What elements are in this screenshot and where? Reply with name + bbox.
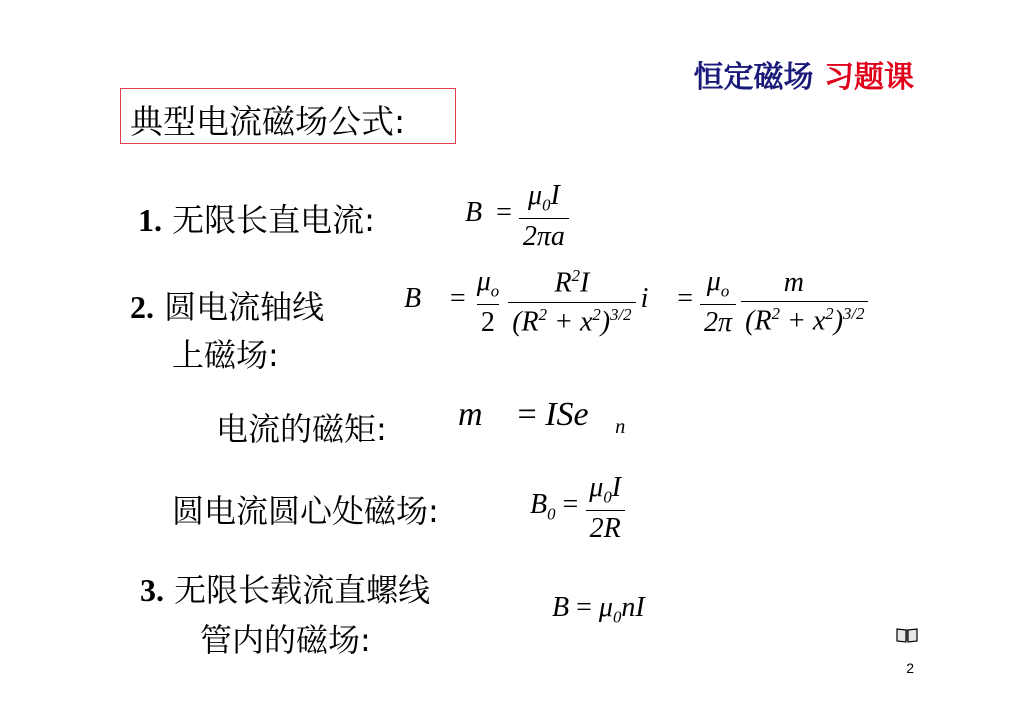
header-topic: 恒定磁场	[693, 60, 814, 95]
center-field-label: 圆电流圆心处磁场:	[172, 492, 439, 530]
formula-solenoid: $B = \mu_0nI$	[552, 592, 645, 627]
slide-title: 典型电流磁场公式:	[130, 102, 406, 141]
item-1-text: 无限长直电流:	[172, 201, 375, 239]
item-2-text-line2: 上磁场:	[172, 336, 279, 374]
item-3-text-line1: 无限长载流直螺线	[174, 571, 431, 609]
item-1-number: 1.	[138, 202, 162, 238]
item-3-number: 3.	[140, 572, 164, 608]
slide-header	[694, 52, 914, 96]
item-1-label	[138, 195, 375, 241]
formula-loop-axis: B⃗ = $\frac{\mu_o}{2}$ $\frac{R^2I}{(R^2 + x^2)^{3/2}}$ i⃗ = $\frac{\mu_o}{2\pi}$ $\frac{m⃗}{(R^2 + x^2)^{3/2}}$	[404, 266, 868, 339]
item-2-number: 2.	[130, 289, 154, 325]
formula-magnetic-moment: m⃗ = $ISe⃗_n$	[458, 396, 626, 438]
item-3-text-line2: 管内的磁场:	[200, 621, 371, 659]
item-3-label	[140, 565, 430, 611]
formula-loop-center: $B_0$ = $\frac{\mu_0I}{2R}$	[530, 472, 625, 545]
formula-straight-wire: B = $\frac{\mu_0I}{2\pi a}$	[465, 180, 569, 253]
header-subtitle: 习题课	[824, 60, 914, 95]
item-2-label	[130, 282, 324, 328]
book-icon[interactable]	[896, 626, 918, 644]
magnetic-moment-label: 电流的磁矩:	[216, 410, 387, 448]
page-number: 2	[906, 660, 914, 676]
item-2-text-line1: 圆电流轴线	[164, 288, 325, 326]
